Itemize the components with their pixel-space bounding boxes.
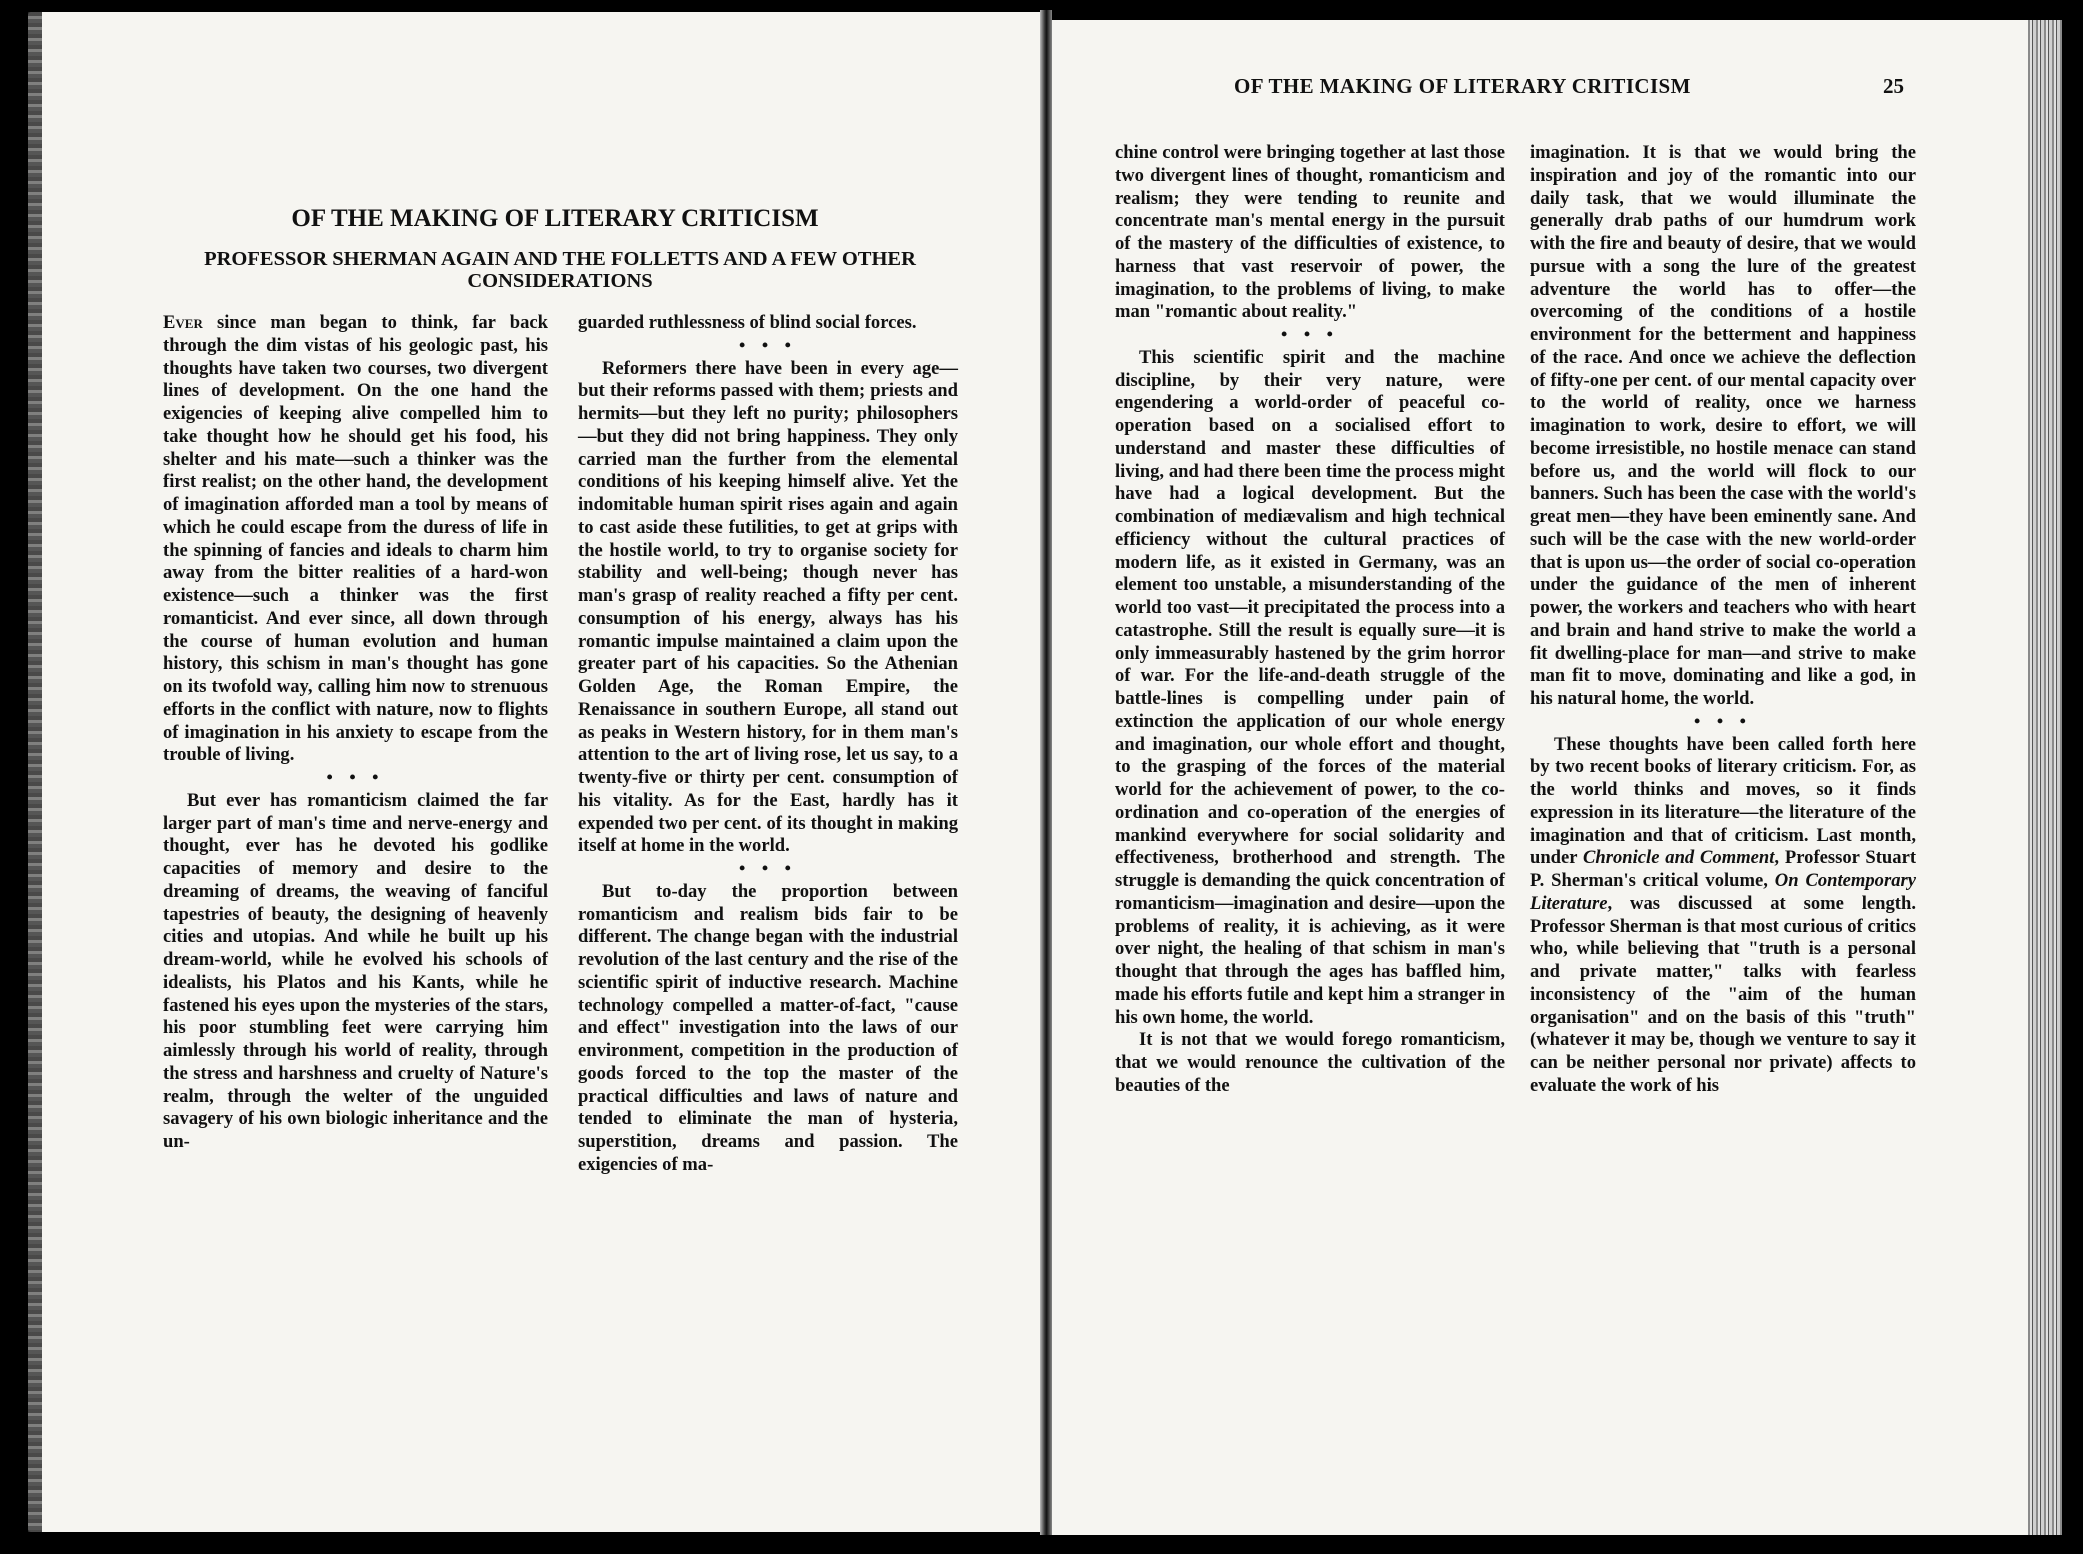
paragraph: These thoughts have been called forth here by two recent books of literary criticism. For, as the world thinks and moves, so it finds expression in its literature—the literature of the imagination and that of criticism. Last month, under Chronicle and Comment, Professor Stuart P. Sherman's critical volume, On Contemporary Literature, was discussed at some length. Professor Sherman is that most curious of critics who, while believing that "truth is a personal and private matter," talks with fearless inconsistency of the "aim of the human organisation" and on the basis of this "truth" (whatever it may be, though we venture to say it can be neither personal nor private) affects to evaluate the work of his: [1530, 733, 1917, 1096]
section-break: • • •: [739, 858, 797, 878]
right-page-column-2: [1530, 142, 1916, 1098]
right-page-column-1: [1115, 142, 1505, 1098]
section-break: • • •: [326, 767, 385, 787]
right-page-edges: [2028, 20, 2062, 1535]
paragraph: Ever since man began to think, far back through the dim vistas of his geologic past, his thoughts have taken two courses, two divergent lines of development. On the one hand the exigencies of keeping alive compelled him to take thought how he should get his food, his shelter and his mate—such a thinker was the first realist; on the other hand, the development of imagination afforded man a tool by means of which he could escape from the duress of life in the spinning of fancies and ideals to charm him away from the bitter realities of a hard-won existence—such a thinker was the first romanticist. And ever since, all down through the course of human evolution and human history, this schism in man's thought has gone on its twofold way, calling him now to strenuous efforts in the conflict with nature, now to flights of imagination in his anxiety to escape from the trouble of living.: [163, 312, 548, 766]
paragraph: But ever has romanticism claimed the far larger part of man's time and nerve-energy and thought, ever has he devoted his godlike capacities of memory and desire to the dreaming of dreams, the weaving of fanciful tapestries of beauty, the designing of heavenly cities and utopias. And while he built up his dream-world, while he evolved his schools of idealists, his Platos and his Kants, while he fastened his eyes upon the mysteries of the stars, his poor stumbling feet were carrying him aimlessly through his world of reality, through the stress and harshness and cruelty of Nature's realm, through the welter of the unguided savagery of his own biologic inheritance and the un-: [163, 789, 548, 1152]
left-page-edges: [28, 12, 42, 1532]
article-title: OF THE MAKING OF LITERARY CRITICISM: [291, 205, 819, 232]
italic-title: Chronicle and Comment: [1583, 847, 1775, 869]
paragraph: imagination. It is that we would bring the inspiration and joy of the romantic into our daily task, that we would illuminate the generally drab paths of our humdrum work with the fire and beauty of desire, that we would pursue with a song the lure of the greatest adventure the world has to offer—the overcoming of the conditions of a hostile environment for the betterment and happiness of the race. And once we achieve the deflection of fifty-one per cent. of our mental capacity over to the world of reality, once we harness imagination to work, desire to effort, we will become irresistible, no hostile menace can stand before us, and the world will flock to our banners. Such has been the case with the world's great men—they have been eminently sane. And such will be the case with the new world-order that is upon us—the order of social co-operation under the guidance of the men of inherent power, the workers and teachers who with heart and brain and hand strive to make the world a fit dwelling-place for man—and strive to make man fit to move, dominating and like a god, in his natural home, the world.: [1530, 142, 1916, 709]
paragraph: Reformers there have been in every age—but their reforms passed with them; priests and hermits—but they left no purity; philosophers—but they did not bring happiness. They only carried man the further from the elemental conditions of his keeping himself alive. Yet the indomitable human spirit rises again and again to cast aside these futilities, to get at grips with the hostile world, to try to organise society for stability and well-being; though never has man's grasp of reality reached a fifty per cent. consumption of his energy, always has his romantic impulse maintained a claim upon the greater part of his capacities. So the Athenian Golden Age, the Roman Empire, the Renaissance in southern Europe, all stand out as peaks in Western history, for in them man's attention to the art of living rose, let us say, to a twenty-five or thirty per cent. consumption of his vitality. As for the East, hardly has it expended two per cent. of its thought in making itself at home in the world.: [578, 357, 958, 857]
section-break: • • •: [1694, 710, 1752, 731]
left-page-column-1: [163, 312, 548, 1154]
section-break: • • •: [739, 334, 797, 355]
paragraph: It is not that we would forego romanticism, that we would renounce the cultivation of the beauties of the: [1115, 1029, 1505, 1096]
page-number: 25: [1883, 74, 1904, 98]
paragraph: guarded ruthlessness of blind social forces.: [578, 312, 917, 333]
paragraph: This scientific spirit and the machine discipline, by their very nature, were engendering a world-order of peaceful co-operation based on a socialised effort to understand and master these difficulties of living, and had there been time the process might have had a logical development. But the combination of mediævalism and high technical efficiency without the cultural practices of modern life, as it existed in Germany, was an element too unstable, a misunderstanding of the world too vast—it precipitated the process into a catastrophe. Still the result is equally sure—it is only immeasurably hastened by the grim horror of war. For the life-and-death struggle of the battle-lines is compelling under pain of extinction the application of our whole energy and imagination, our whole effort and thought, to the grasping of the forces of the material world for the achievement of power, to the co-ordination and co-operation of the energies of mankind everywhere for social solidarity and effectiveness, brotherhood and strength. The struggle is demanding the quick concentration of romanticism—imagination and desire—upon the problems of reality, it is achieving, as it were over night, the healing of that schism in man's thought that through the ages has baffled him, made his efforts futile and kept him a stranger in his own home, the world.: [1115, 346, 1505, 1028]
article-subtitle: PROFESSOR SHERMAN AGAIN AND THE FOLLETTS AND A FEW OTHER CONSIDERATIONS: [204, 248, 916, 292]
paragraph: chine control were bringing together at last those two divergent lines of thought, romanticism and realism; they were tending to reunite and concentrate man's mental energy in the pursuit of the mastery of the difficulties of existence, to harness that vast reservoir of power, the imagination, to the problems of living, to make man "romantic about reality.": [1115, 142, 1505, 323]
drop-lead-word: Ever: [163, 312, 203, 333]
running-head: OF THE MAKING OF LITERARY CRITICISM: [1234, 74, 1691, 98]
left-page-column-2: [578, 312, 958, 1177]
italic-title: On Contemporary Literature: [1530, 870, 1916, 914]
paragraph: But to-day the proportion between romanticism and realism bids fair to be different. The change began with the industrial revolution of the last century and the rise of the scientific spirit of inductive research. Machine technology compelled a matter-of-fact, "cause and effect" investigation into the laws of our environment, competition in the production of goods forced to the top the master of the practical difficulties and laws of nature and tended to eliminate the man of hysteria, superstition, dreams and passion. The exigencies of ma-: [578, 880, 958, 1175]
section-break: • • •: [1281, 324, 1339, 344]
book-gutter: [1040, 10, 1052, 1535]
